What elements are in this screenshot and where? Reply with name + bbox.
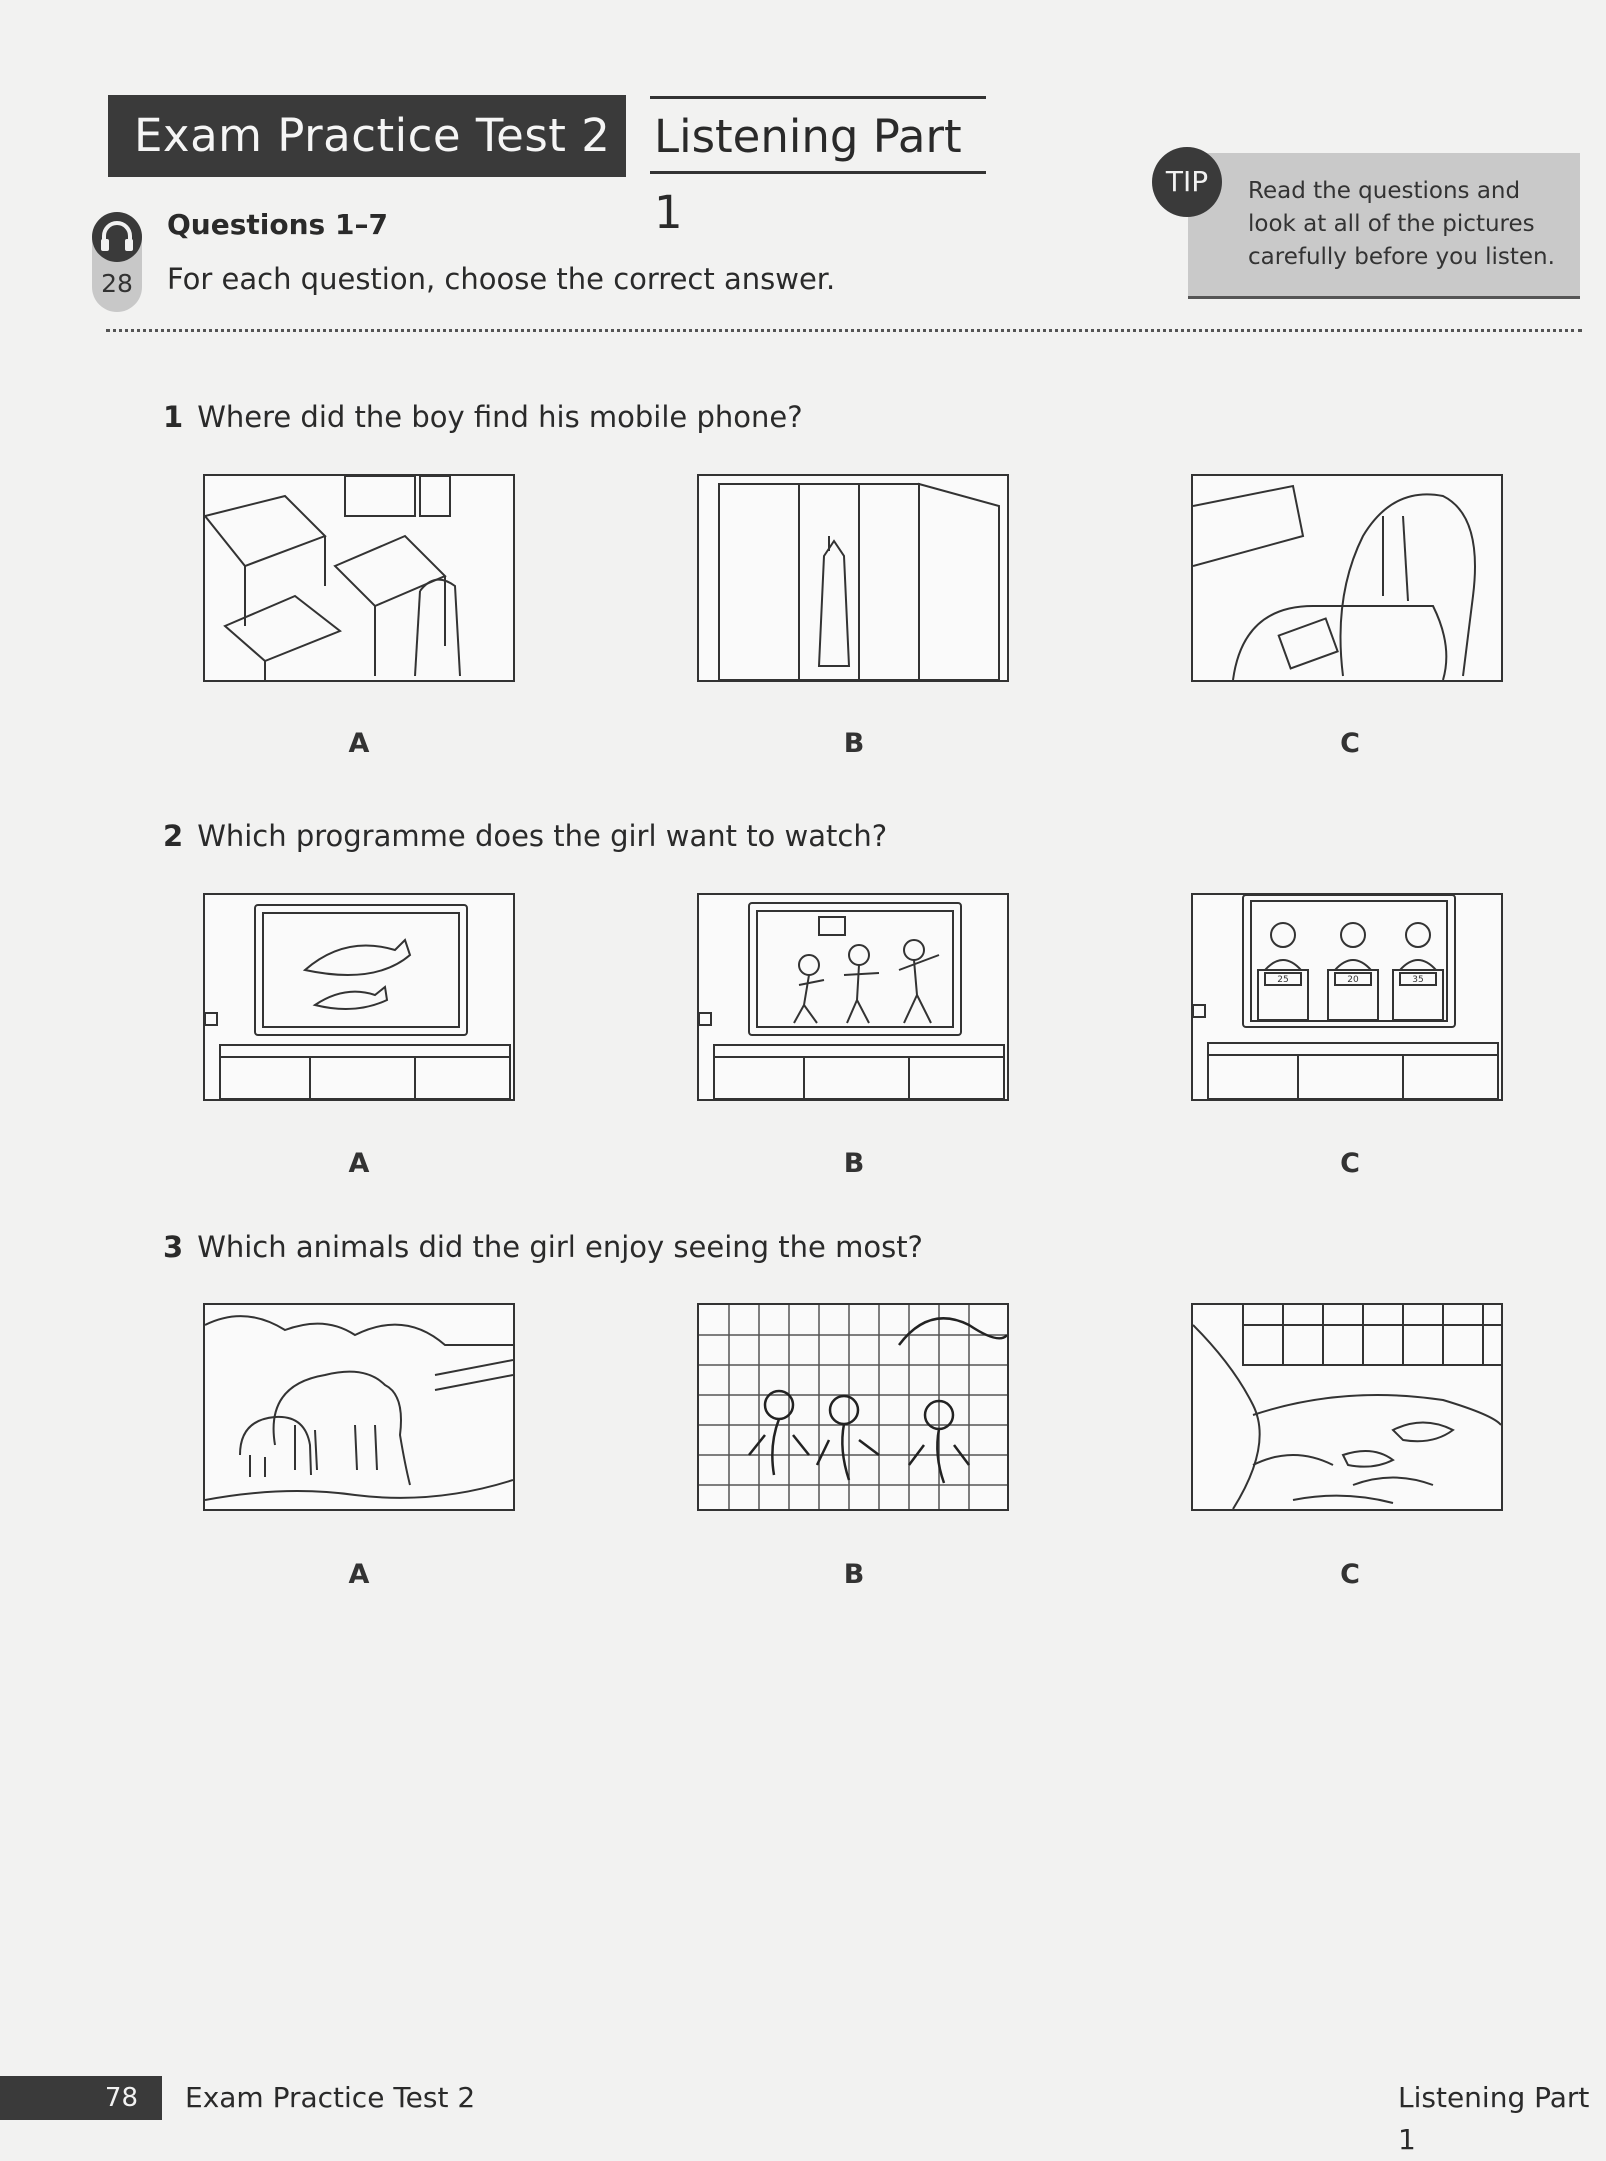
- tip-box: [1188, 153, 1580, 299]
- picture-3b[interactable]: [697, 1303, 1009, 1511]
- footer-test-label: Exam Practice Test 2: [185, 2081, 476, 2114]
- questions-range: Questions 1–7: [167, 208, 388, 241]
- quiz-score-3: 35: [1412, 975, 1424, 985]
- seals-pool-icon: [1193, 1305, 1501, 1509]
- question-number: 2: [163, 819, 184, 853]
- question-2: [163, 819, 887, 853]
- tv-quiz-show-icon: [1193, 895, 1501, 1099]
- wardrobe-icon: [699, 476, 1007, 680]
- quiz-score-1: 25: [1277, 975, 1289, 985]
- dotted-divider: [106, 329, 1582, 332]
- picture-1a[interactable]: [203, 474, 515, 682]
- question-text: Which programme does the girl want to watch?: [197, 819, 888, 853]
- picture-2b[interactable]: [697, 893, 1009, 1101]
- question-text: Which animals did the girl enjoy seeing the most?: [197, 1230, 923, 1264]
- picture-3c[interactable]: [1191, 1303, 1503, 1511]
- tip-text: Read the questions and look at all of the pictures carefully before you listen.: [1248, 178, 1555, 270]
- option-letter: B: [843, 728, 865, 759]
- option-letter: C: [1340, 1148, 1360, 1179]
- part-title: Listening Part 1: [650, 96, 986, 174]
- tv-whales-icon: [205, 895, 513, 1099]
- test-title: Exam Practice Test 2: [108, 95, 626, 177]
- option-letter: A: [348, 1559, 370, 1590]
- tip-badge: TIP: [1152, 147, 1222, 217]
- picture-1c[interactable]: [1191, 474, 1503, 682]
- audio-track-number: 28: [101, 269, 133, 298]
- picture-2c[interactable]: [1191, 893, 1503, 1101]
- picture-3a[interactable]: [203, 1303, 515, 1511]
- question-3: [163, 1230, 923, 1264]
- question-number: 1: [163, 400, 184, 434]
- option-letter: B: [843, 1559, 865, 1590]
- car-seat-icon: [1193, 476, 1501, 680]
- monkeys-cage-icon: [699, 1305, 1007, 1509]
- option-letter: C: [1340, 1559, 1360, 1590]
- headphones-icon: [92, 212, 142, 262]
- tv-basketball-icon: [699, 895, 1007, 1099]
- quiz-score-2: 20: [1347, 975, 1359, 985]
- option-letter: B: [843, 1148, 865, 1179]
- option-letter: A: [348, 728, 370, 759]
- picture-1b[interactable]: [697, 474, 1009, 682]
- option-letter: A: [348, 1148, 370, 1179]
- classroom-icon: [205, 476, 513, 680]
- instructions-text: For each question, choose the correct answer.: [167, 262, 836, 296]
- question-number: 3: [163, 1230, 184, 1264]
- page-number: 78: [0, 2076, 162, 2120]
- question-1: [163, 400, 803, 434]
- picture-2a[interactable]: [203, 893, 515, 1101]
- question-text: Where did the boy find his mobile phone?: [197, 400, 803, 434]
- elephants-icon: [205, 1305, 513, 1509]
- option-letter: C: [1340, 728, 1360, 759]
- footer-part-label: Listening Part 1: [1398, 2081, 1590, 2156]
